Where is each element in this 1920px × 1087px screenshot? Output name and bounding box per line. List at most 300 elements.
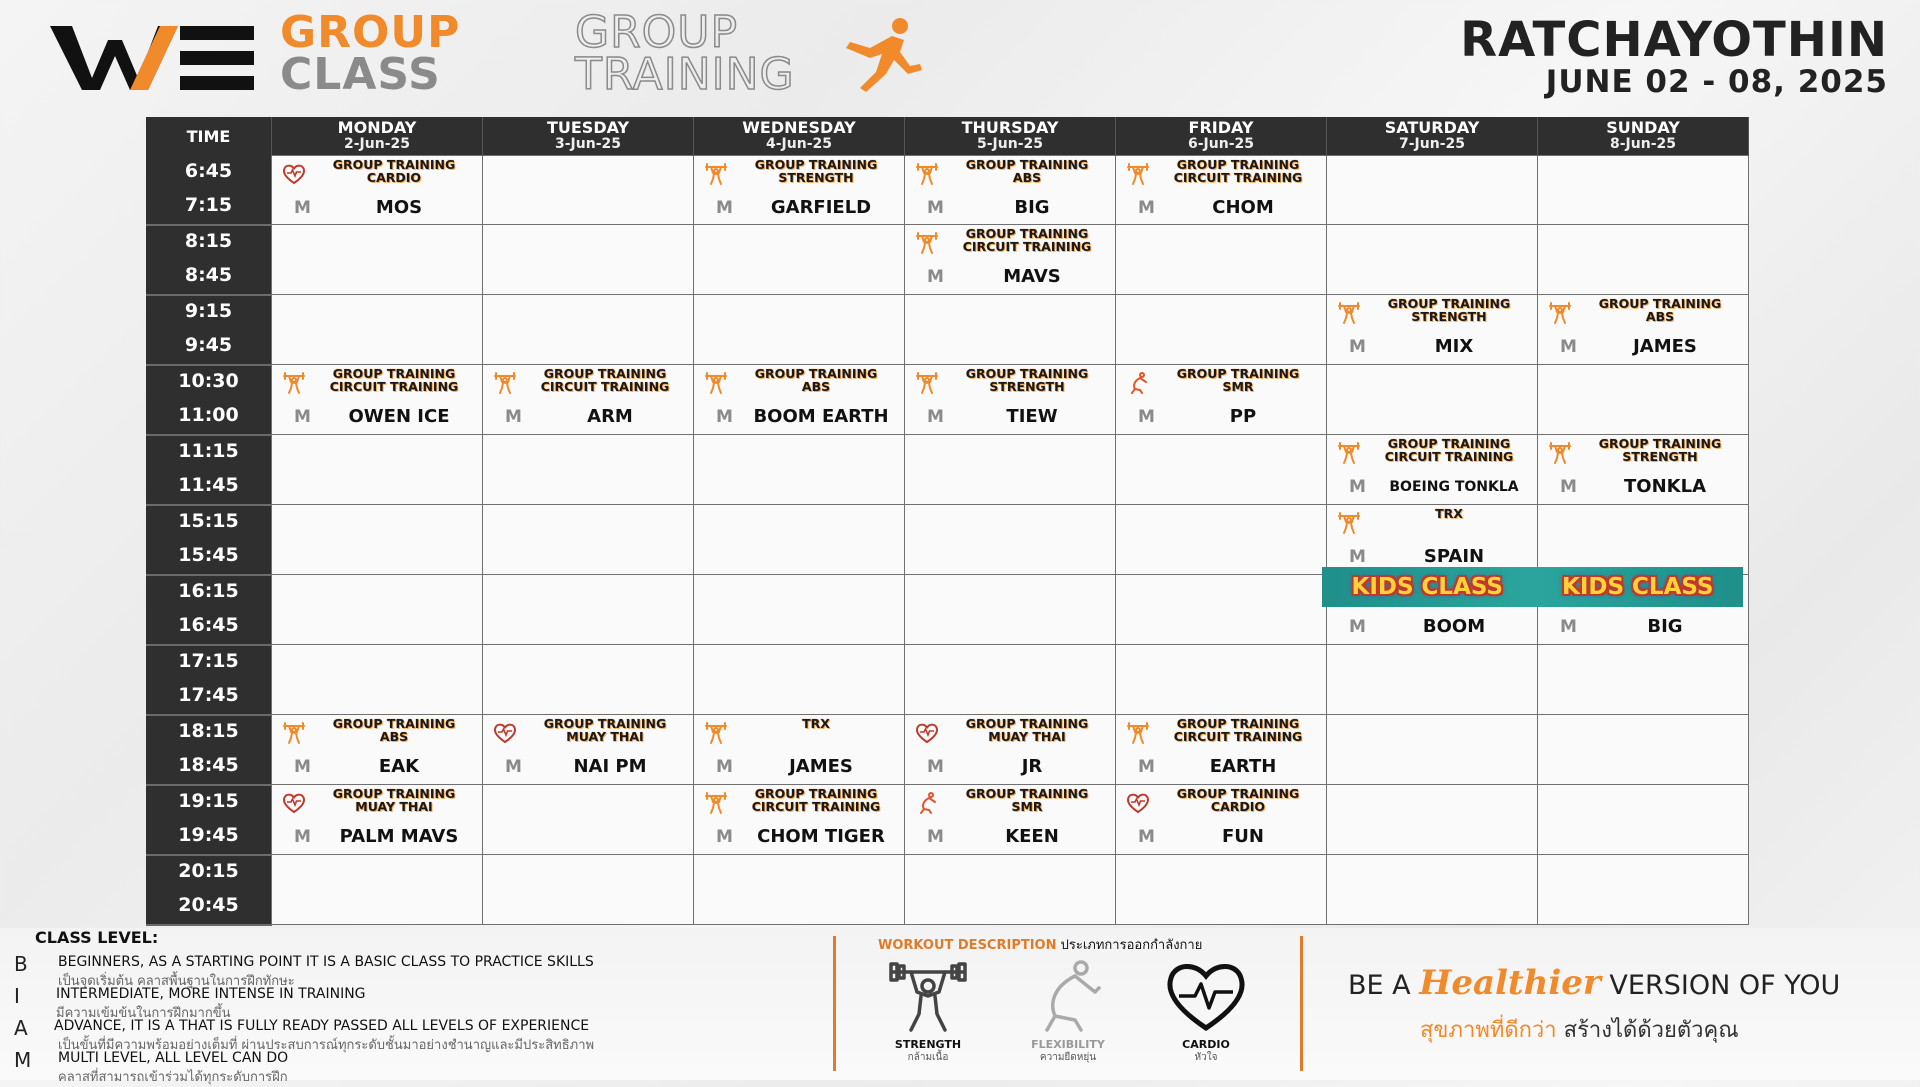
class-type — [1572, 297, 1748, 323]
time-slot-row — [146, 295, 1749, 365]
schedule-slot — [272, 715, 483, 785]
heart-icon — [282, 162, 306, 186]
tagline-highlight: Healthier — [1419, 963, 1601, 1003]
level-description-thai: เป็นจุดเริ่มต้น คลาสพื้นฐานในการฝึกทักษะ — [58, 974, 295, 989]
coach-name: BIG — [1647, 616, 1683, 637]
schedule-slot — [272, 295, 483, 365]
coach-name: MOS — [375, 197, 423, 218]
schedule-slot — [694, 156, 905, 225]
class-type — [939, 717, 1115, 743]
class-type-line-1: GROUP TRAINING — [332, 716, 456, 731]
class-level-badge: M — [1349, 337, 1366, 357]
day-name: TUESDAY — [546, 117, 630, 137]
schedule-slot — [1116, 156, 1327, 225]
schedule-slot — [1327, 225, 1538, 295]
slot-start-time: 9:15 — [184, 299, 233, 322]
schedule-slot — [1538, 295, 1749, 365]
class-type-line-2: STRENGTH — [1622, 449, 1698, 464]
class-type — [1361, 437, 1537, 463]
strength-icon — [704, 791, 728, 815]
ghost-line-2: TRAINING — [575, 49, 795, 100]
slot-end-time: 11:00 — [178, 403, 239, 426]
time-cell — [146, 365, 272, 435]
class-type-line-2: STRENGTH — [1411, 309, 1487, 324]
class-level-badge: M — [294, 757, 311, 777]
class-level-badge: M — [1138, 407, 1155, 427]
level-code: M — [14, 1048, 32, 1072]
class-type-line-2: CIRCUIT TRAINING — [329, 379, 459, 394]
schedule-slot — [1116, 435, 1327, 505]
class-type — [1150, 717, 1326, 743]
coach-name: KEEN — [1005, 826, 1059, 847]
schedule-slot — [694, 365, 905, 435]
runner-icon — [830, 14, 930, 94]
slot-end-time: 7:15 — [184, 193, 233, 216]
class-entry[interactable] — [483, 715, 693, 783]
level-description: MULTI LEVEL, ALL LEVEL CAN DO — [58, 1050, 289, 1066]
tagline-thai-orange: สุขภาพที่ดีกว่า — [1420, 1018, 1557, 1043]
class-type-line-1: GROUP TRAINING — [332, 366, 456, 381]
day-date: 6-Jun-25 — [1188, 135, 1254, 152]
title-group-class — [280, 7, 461, 100]
slot-start-time: 16:15 — [178, 579, 239, 602]
level-code: I — [14, 984, 20, 1008]
schedule-slot — [272, 225, 483, 295]
class-type-line-1: GROUP TRAINING — [754, 157, 878, 172]
schedule-slot — [905, 575, 1116, 645]
class-type-line-2: CIRCUIT TRAINING — [962, 239, 1092, 254]
level-code: B — [14, 952, 28, 976]
class-level-badge: M — [927, 267, 944, 287]
class-entry[interactable] — [1116, 365, 1326, 433]
class-type-line-2: SMR — [1222, 379, 1254, 394]
title-line-2: CLASS — [280, 49, 441, 100]
time-slot-row — [146, 855, 1749, 925]
class-type-line-1: GROUP TRAINING — [1176, 786, 1300, 801]
level-description-thai: มีความเข้มข้นในการฝึกมากขึ้น — [56, 1006, 231, 1021]
coach-name: BOEING TONKLA — [1389, 479, 1519, 495]
coach-name: CHOM TIGER — [757, 826, 885, 847]
coach-name: SPAIN — [1423, 546, 1485, 567]
schedule-slot — [694, 715, 905, 785]
workout-description-title — [878, 934, 1202, 955]
class-level-badge: M — [927, 827, 944, 847]
class-type-line-1: GROUP TRAINING — [1176, 157, 1300, 172]
schedule-slot — [694, 785, 905, 855]
strength-icon — [1337, 301, 1361, 325]
class-level-badge: M — [505, 757, 522, 777]
level-code: A — [14, 1016, 28, 1040]
schedule-slot — [1116, 715, 1327, 785]
kids-class-label-saturday: KIDS CLASS — [1351, 574, 1503, 600]
schedule-slot — [1116, 365, 1327, 435]
class-level-badge: M — [1349, 547, 1366, 567]
slot-start-time: 10:30 — [178, 369, 239, 392]
class-entry[interactable] — [905, 365, 1115, 433]
class-type — [1361, 297, 1537, 323]
class-entry[interactable] — [1327, 505, 1537, 573]
class-entry[interactable] — [694, 365, 904, 433]
class-level-badge: M — [1560, 477, 1577, 497]
schedule-slot — [483, 785, 694, 855]
schedule-slot — [905, 505, 1116, 575]
schedule-slot — [1116, 645, 1327, 715]
class-entry[interactable] — [272, 365, 482, 433]
class-level-badge: M — [927, 407, 944, 427]
day-header-tuesday — [483, 117, 694, 156]
class-entry[interactable] — [694, 785, 904, 853]
schedule-slot — [272, 855, 483, 925]
level-description: ADVANCE, IT IS A THAT IS FULLY READY PASSED ALL LEVELS OF EXPERIENCE — [54, 1018, 590, 1034]
class-level-badge: M — [716, 827, 733, 847]
class-level-badge: M — [1138, 827, 1155, 847]
coach-name: JR — [1021, 756, 1043, 777]
time-slot-row — [146, 225, 1749, 295]
slot-end-time: 20:45 — [178, 893, 239, 916]
slot-start-time: 15:15 — [178, 509, 239, 532]
coach-name: CHOM — [1212, 197, 1274, 218]
flexibility-icon — [1126, 371, 1150, 395]
coach-name: TIEW — [1006, 406, 1058, 427]
workout-label: CARDIO — [1182, 1038, 1230, 1051]
workout-strength — [868, 958, 988, 1065]
day-date: 2-Jun-25 — [344, 135, 410, 152]
class-type-line-2: CARDIO — [366, 170, 422, 185]
class-level-badge: M — [1560, 337, 1577, 357]
class-type-line-1: GROUP TRAINING — [965, 366, 1089, 381]
slot-end-time: 11:45 — [178, 473, 239, 496]
schedule-slot — [1327, 295, 1538, 365]
flexibility-icon — [915, 791, 939, 815]
class-type-line-1: GROUP TRAINING — [965, 786, 1089, 801]
class-level-badge: M — [1349, 617, 1366, 637]
coach-name: JAMES — [1633, 336, 1697, 357]
schedule-slot — [694, 505, 905, 575]
class-type-line-2: SMR — [1011, 799, 1043, 814]
time-cell — [146, 785, 272, 855]
class-type — [1150, 367, 1326, 393]
time-slot-row — [146, 785, 1749, 855]
day-name: WEDNESDAY — [742, 117, 856, 137]
day-name: FRIDAY — [1188, 117, 1254, 137]
slot-start-time: 11:15 — [178, 439, 239, 462]
class-level-title: CLASS LEVEL: — [35, 928, 159, 947]
heart-icon — [915, 721, 939, 745]
coach-name: EAK — [378, 756, 420, 777]
time-cell — [146, 505, 272, 575]
schedule-slot — [1538, 435, 1749, 505]
class-type — [306, 717, 482, 743]
schedule-slot — [1116, 505, 1327, 575]
class-level-badge: M — [716, 757, 733, 777]
class-type-line-2: ABS — [1012, 170, 1042, 185]
day-name: SUNDAY — [1606, 117, 1680, 137]
heart-icon — [493, 721, 517, 745]
day-date: 7-Jun-25 — [1399, 135, 1465, 152]
schedule-slot — [1327, 156, 1538, 225]
class-type-line-1: GROUP TRAINING — [543, 366, 667, 381]
schedule-slot — [1327, 435, 1538, 505]
schedule-slot — [272, 156, 483, 225]
divider — [833, 936, 836, 1071]
heart-icon — [1126, 791, 1150, 815]
class-type-line-2: MUAY THAI — [566, 729, 644, 744]
class-type — [517, 717, 693, 743]
class-level-badge: M — [927, 198, 944, 218]
schedule-slot — [1538, 156, 1749, 225]
class-level-badge: M — [294, 198, 311, 218]
class-level-badge: M — [505, 407, 522, 427]
tagline-post: VERSION OF YOU — [1609, 970, 1841, 1001]
schedule-slot — [905, 225, 1116, 295]
we-logo — [50, 18, 260, 96]
slot-end-time: 16:45 — [178, 613, 239, 636]
class-entry[interactable] — [272, 785, 482, 853]
schedule-slot — [1327, 855, 1538, 925]
class-entry[interactable] — [1116, 156, 1326, 224]
slot-end-time: 17:45 — [178, 683, 239, 706]
class-level-badge: M — [294, 827, 311, 847]
schedule-slot — [694, 855, 905, 925]
kids-class-banner — [1322, 567, 1743, 607]
strength-icon — [1337, 441, 1361, 465]
class-entry[interactable] — [905, 785, 1115, 853]
schedule-slot — [483, 505, 694, 575]
class-type-line-1: GROUP TRAINING — [754, 366, 878, 381]
class-type-line-1: TRX — [802, 716, 830, 731]
day-name: SATURDAY — [1384, 117, 1480, 137]
class-type — [1361, 507, 1537, 520]
class-type-line-1: GROUP TRAINING — [1387, 436, 1511, 451]
strength-icon — [493, 371, 517, 395]
coach-name: JAMES — [789, 756, 853, 777]
workout-cardio — [1146, 958, 1266, 1065]
schedule-slot — [905, 785, 1116, 855]
title-line-1: GROUP — [280, 7, 461, 58]
strength-icon — [1126, 721, 1150, 745]
schedule-slot — [1116, 575, 1327, 645]
schedule-slot — [483, 295, 694, 365]
schedule-slot — [1116, 225, 1327, 295]
level-description: INTERMEDIATE, MORE INTENSE IN TRAINING — [56, 986, 366, 1002]
schedule-slot — [272, 435, 483, 505]
schedule-slot — [905, 295, 1116, 365]
day-header-wednesday — [694, 117, 905, 156]
class-type-line-1: GROUP TRAINING — [1598, 296, 1722, 311]
day-header-saturday — [1327, 117, 1538, 156]
time-cell — [146, 225, 272, 295]
time-slot-row — [146, 645, 1749, 715]
slot-end-time: 9:45 — [184, 333, 233, 356]
schedule-slot — [483, 225, 694, 295]
flexibility-icon — [1025, 958, 1111, 1034]
day-header-thursday — [905, 117, 1116, 156]
workout-label: FLEXIBILITY — [1031, 1038, 1105, 1051]
strength-icon — [704, 371, 728, 395]
schedule-slot — [483, 575, 694, 645]
coach-name: ARM — [587, 406, 633, 427]
class-type — [939, 158, 1115, 184]
schedule-slot — [1538, 715, 1749, 785]
class-type-line-1: GROUP TRAINING — [965, 716, 1089, 731]
week-dates: JUNE 02 - 08, 2025 — [1545, 64, 1888, 100]
time-slot-row — [146, 156, 1749, 225]
class-type-line-1: GROUP TRAINING — [543, 716, 667, 731]
coach-name: GARFIELD — [770, 197, 872, 218]
class-type-line-2: STRENGTH — [989, 379, 1065, 394]
class-type-line-2: CIRCUIT TRAINING — [1384, 449, 1514, 464]
strength-icon — [282, 721, 306, 745]
coach-name: OWEN ICE — [348, 406, 450, 427]
coach-name: MAVS — [1003, 266, 1061, 287]
heart-icon — [282, 791, 306, 815]
schedule-slot — [1538, 785, 1749, 855]
schedule-slot — [1116, 295, 1327, 365]
schedule-slot — [483, 855, 694, 925]
class-level-badge: M — [1138, 198, 1155, 218]
time-header: TIME — [146, 117, 272, 156]
class-level-badge: M — [927, 757, 944, 777]
class-entry[interactable] — [483, 365, 693, 433]
schedule-slot — [1538, 365, 1749, 435]
class-entry[interactable] — [272, 715, 482, 783]
coach-name: EARTH — [1209, 756, 1277, 777]
strength-icon — [704, 162, 728, 186]
class-entry[interactable] — [905, 225, 1115, 293]
workout-title-en: WORKOUT DESCRIPTION — [878, 938, 1057, 953]
slot-end-time: 19:45 — [178, 823, 239, 846]
ghost-line-1: GROUP — [575, 7, 739, 58]
schedule-slot — [483, 715, 694, 785]
time-cell — [146, 645, 272, 715]
strength-icon — [1126, 162, 1150, 186]
slot-start-time: 6:45 — [184, 159, 233, 182]
class-type-line-2: CARDIO — [1210, 799, 1266, 814]
time-cell — [146, 575, 272, 645]
class-entry[interactable] — [272, 156, 482, 224]
class-type-line-2: ABS — [1645, 309, 1675, 324]
day-date: 5-Jun-25 — [977, 135, 1043, 152]
class-type — [306, 787, 482, 813]
kids-class-label-sunday: KIDS CLASS — [1562, 574, 1714, 600]
class-entry[interactable] — [905, 156, 1115, 224]
schedule-slot — [1116, 855, 1327, 925]
schedule-slot — [1538, 225, 1749, 295]
time-slot-row — [146, 435, 1749, 505]
class-type-line-2: CIRCUIT TRAINING — [751, 799, 881, 814]
class-type-line-1: TRX — [1435, 506, 1463, 521]
schedule-slot — [1327, 645, 1538, 715]
coach-name: PALM MAVS — [339, 826, 459, 847]
workout-flexibility — [1008, 958, 1128, 1065]
class-type — [1150, 787, 1326, 813]
class-entry[interactable] — [694, 156, 904, 224]
class-type-line-1: GROUP TRAINING — [332, 157, 456, 172]
footer — [0, 928, 1920, 1085]
coach-name: PP — [1229, 406, 1257, 427]
tagline — [1348, 963, 1840, 1003]
day-header-monday — [272, 117, 483, 156]
class-type-line-1: GROUP TRAINING — [1176, 716, 1300, 731]
slot-end-time: 18:45 — [178, 753, 239, 776]
slot-start-time: 20:15 — [178, 859, 239, 882]
class-type-line-1: GROUP TRAINING — [965, 226, 1089, 241]
class-level-badge: M — [1349, 477, 1366, 497]
class-type — [1150, 158, 1326, 184]
time-cell — [146, 715, 272, 785]
schedule-slot — [694, 575, 905, 645]
class-type-line-1: GROUP TRAINING — [965, 157, 1089, 172]
divider — [1300, 936, 1303, 1071]
tagline-thai — [1420, 1012, 1739, 1047]
time-cell — [146, 855, 272, 925]
class-entry[interactable] — [1538, 435, 1748, 503]
class-level-badge: M — [294, 407, 311, 427]
schedule-slot — [694, 225, 905, 295]
time-slot-row — [146, 365, 1749, 435]
header — [0, 0, 1920, 112]
schedule-slot — [694, 435, 905, 505]
class-entry[interactable] — [1538, 295, 1748, 363]
schedule-slot — [272, 505, 483, 575]
strength-icon — [1548, 441, 1572, 465]
coach-name: TONKLA — [1624, 476, 1706, 497]
schedule-slot — [1327, 715, 1538, 785]
class-type-line-1: GROUP TRAINING — [332, 786, 456, 801]
class-type — [728, 158, 904, 184]
class-level-badge: M — [716, 198, 733, 218]
class-entry[interactable] — [1116, 715, 1326, 783]
class-entry[interactable] — [1327, 435, 1537, 503]
class-type-line-2: CIRCUIT TRAINING — [1173, 170, 1303, 185]
slot-start-time: 18:15 — [178, 719, 239, 742]
day-date: 3-Jun-25 — [555, 135, 621, 152]
class-type — [1572, 437, 1748, 463]
class-entry[interactable] — [905, 715, 1115, 783]
schedule-slot — [483, 365, 694, 435]
schedule-slot — [272, 785, 483, 855]
workout-label: STRENGTH — [894, 1038, 962, 1051]
class-entry[interactable] — [1327, 295, 1537, 363]
schedule-slot — [694, 295, 905, 365]
class-type-line-1: GROUP TRAINING — [1176, 366, 1300, 381]
slot-end-time: 15:45 — [178, 543, 239, 566]
schedule-slot — [905, 156, 1116, 225]
branch-name: RATCHAYOTHIN — [1460, 12, 1888, 68]
schedule-slot — [272, 575, 483, 645]
class-type-line-1: GROUP TRAINING — [1598, 436, 1722, 451]
class-type-line-1: GROUP TRAINING — [754, 786, 878, 801]
time-cell — [146, 435, 272, 505]
schedule-slot — [483, 645, 694, 715]
class-type-line-2: ABS — [379, 729, 409, 744]
level-description-thai: เป็นขั้นที่มีความพร้อมอย่างเต็มที่ ผ่านประสบการณ์ทุกระดับชั้นมาอย่างชำนาญและมีประสิทธิภาพ — [58, 1038, 595, 1053]
class-type — [939, 227, 1115, 253]
schedule-table — [146, 117, 1749, 926]
schedule-slot — [1327, 785, 1538, 855]
time-cell — [146, 295, 272, 365]
schedule-slot — [272, 645, 483, 715]
schedule-slot — [694, 645, 905, 715]
class-entry[interactable] — [694, 715, 904, 783]
class-entry[interactable] — [1116, 785, 1326, 853]
schedule-slot — [483, 435, 694, 505]
strength-icon — [915, 162, 939, 186]
day-header-friday — [1116, 117, 1327, 156]
strength-icon — [282, 371, 306, 395]
class-type — [939, 787, 1115, 813]
class-level-badge: M — [1560, 617, 1577, 637]
